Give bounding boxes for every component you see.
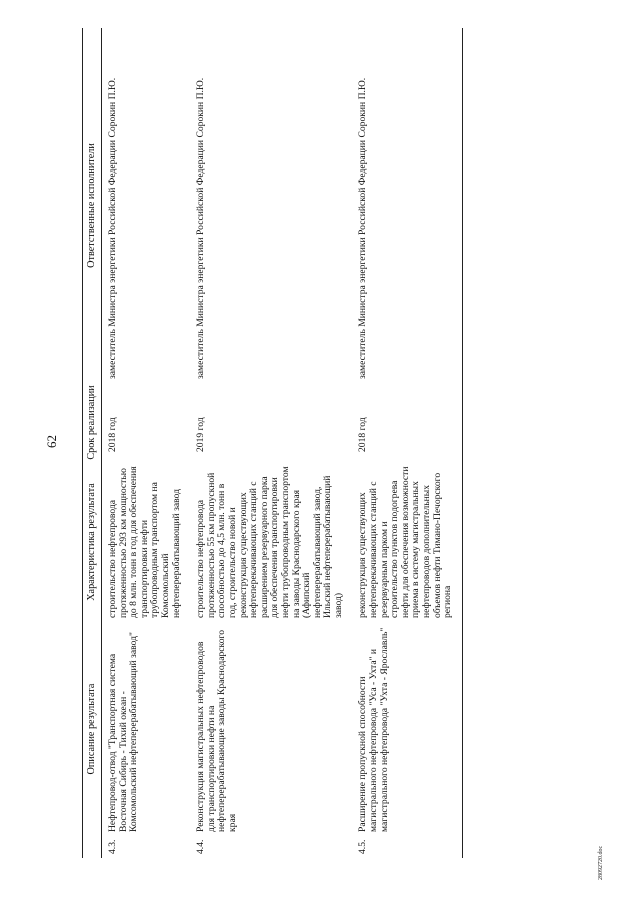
row-characteristic: строительство нефтепровода протяженностью 293 км мощностью до 8 млн. тонн в год для обеспечения транспортировки нефти трубопроводным транспортом на Комсомольский нефтеперерабатывающий завод	[107, 466, 182, 618]
table-row	[102, 28, 191, 858]
row-term: 2019 год	[195, 417, 207, 452]
row-characteristic: реконструкция существующих нефтеперекачивающих станций с резервуарным парком и строительство пунктов подогрева нефти для обеспечения возможности приема в систему магистральных нефтепроводов дополнительных объемов нефти Тимано-Печорского региона	[352, 462, 462, 622]
row-number: 4.4.	[195, 839, 207, 854]
table-header-row	[83, 28, 102, 858]
document-code: 28092720.doc	[598, 845, 604, 880]
row-number: 4.3.	[107, 839, 118, 854]
table-row	[352, 28, 462, 858]
row-description: Расширение пропускной способности магистрального нефтепровода "Уса - Ухта" и магистрального нефтепровода "Ухта - Ярославль"	[352, 622, 462, 836]
header-term: Срок реализации	[83, 383, 102, 462]
row-term: 2018 год	[352, 383, 462, 462]
results-table	[82, 28, 463, 858]
row-responsible: заместитель Министра энергетики Российской Федерации Сорокин П.Ю.	[195, 77, 207, 379]
results-table-container	[82, 28, 592, 858]
header-characteristic: Характеристика результата	[83, 462, 102, 622]
header-description: Описание результата	[83, 622, 102, 836]
row-responsible: заместитель Министра энергетики Российской Федерации Сорокин П.Ю.	[107, 77, 118, 379]
row-term: 2018 год	[107, 417, 118, 452]
row-description: Нефтепровод-отвод "Транспортная система Восточная Сибирь - Тихий океан - Комсомольский нефтеперерабатывающий завод"	[107, 632, 140, 832]
table-row	[190, 28, 352, 858]
row-description: Реконструкция магистральных нефтепроводов для транспортировки нефти на нефтеперерабатывающие заводы Краснодарского края	[195, 630, 238, 832]
row-characteristic: строительство нефтепровода протяженностью 55 км пропускной способностью до 4,5 млн. тонн в год, строительство новой и реконструкция существующих нефтеперекачивающих станций с расширением резервуарного парка для обеспечения транспортировки нефти трубопроводным транспортом на заводы Краснодарского края (Афипский нефтеперерабатывающий завод, Ильский нефтеперерабатывающий завод)	[195, 466, 344, 618]
header-num	[83, 836, 102, 858]
header-responsible: Ответственные исполнители	[83, 28, 102, 383]
row-number: 4.5.	[352, 836, 462, 858]
row-responsible: заместитель Министра энергетики Российской Федерации Сорокин П.Ю.	[352, 28, 462, 383]
page-number: 62	[44, 435, 59, 448]
